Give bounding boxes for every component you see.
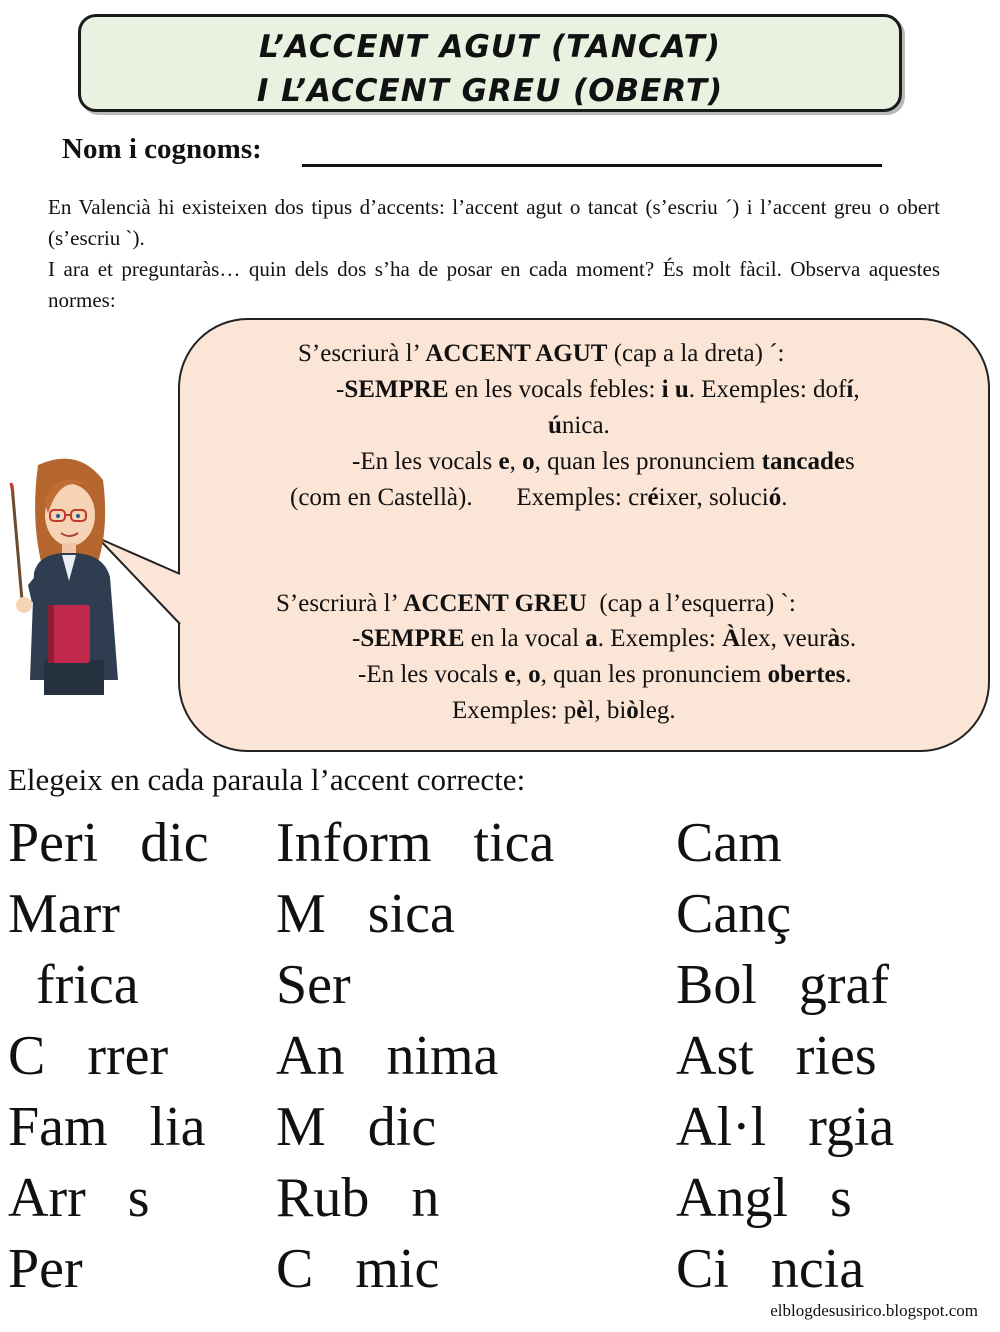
agut-rule-2 bbox=[352, 448, 855, 476]
agut-heading bbox=[298, 340, 784, 368]
greu-examples-end: leg. bbox=[638, 697, 676, 724]
word-item[interactable]: Canç bbox=[676, 883, 792, 945]
word-item[interactable]: Ser bbox=[276, 954, 351, 1016]
agut-rule-1: -SEMPRE en les vocals febles: i u. Exemples: dofí, bbox=[336, 376, 860, 403]
word-item[interactable]: M dic bbox=[276, 1096, 437, 1158]
greu-rule-2-bold: obertes bbox=[767, 661, 846, 688]
agut-rule-2-accent-o: ó bbox=[768, 484, 782, 511]
word-item[interactable]: Inform tica bbox=[276, 812, 555, 874]
greu-examples-pre: Exemples: p bbox=[452, 697, 577, 724]
agut-rule-2-sep: , bbox=[509, 448, 523, 475]
word-item[interactable]: Fam lia bbox=[8, 1096, 206, 1158]
greu-rule-2-vowel-e: e bbox=[504, 661, 516, 688]
greu-rule-2 bbox=[358, 661, 852, 689]
name-input-line[interactable] bbox=[302, 164, 882, 167]
word-item[interactable]: Cam bbox=[676, 812, 782, 874]
agut-rule-1-accent: í bbox=[846, 376, 854, 403]
greu-examples-accent-e: è bbox=[576, 697, 588, 724]
greu-rule-1-text: en la vocal bbox=[464, 625, 586, 652]
exercise-instruction: Elegeix en cada paraula l’accent correcte: bbox=[8, 762, 526, 797]
word-item[interactable]: M sica bbox=[276, 883, 455, 945]
word-item[interactable]: Al·l rgia bbox=[676, 1096, 895, 1158]
agut-rule-2-vowel-e: e bbox=[498, 448, 510, 475]
word-item[interactable]: frica bbox=[8, 954, 139, 1016]
greu-rule-1-bold: SEMPRE bbox=[360, 625, 465, 652]
greu-heading-bold: ACCENT GREU bbox=[403, 590, 587, 617]
word-item[interactable]: C mic bbox=[276, 1238, 440, 1300]
agut-rule-1-examples: . Exemples: dof bbox=[688, 376, 847, 403]
teacher-illustration bbox=[8, 455, 120, 695]
title-box bbox=[78, 14, 902, 112]
word-item[interactable]: Marr bbox=[8, 883, 120, 945]
greu-rule-1-rest-1: lex, veur bbox=[740, 625, 828, 652]
agut-rule-2-line-2-end: . bbox=[781, 484, 788, 511]
greu-rule-2-vowel-o: o bbox=[528, 661, 541, 688]
title-line-1: L’ACCENT AGUT (TANCAT) bbox=[259, 29, 721, 65]
agut-rule-2-accent-e: é bbox=[647, 484, 659, 511]
agut-heading-post: (cap a la dreta) ´: bbox=[607, 340, 785, 367]
greu-examples-accent-o: ò bbox=[626, 697, 639, 724]
agut-rule-2-line-2 bbox=[290, 484, 787, 512]
agut-rule-2-bold: tancade bbox=[761, 448, 845, 475]
greu-heading-pre: S’escriurà l’ bbox=[276, 590, 404, 617]
title-line-2: I L’ACCENT GREU (OBERT) bbox=[256, 73, 724, 109]
agut-rule-2-line-2-mid: ixer, soluci bbox=[658, 484, 769, 511]
agut-rule-2-vowel-o: o bbox=[522, 448, 535, 475]
greu-heading bbox=[276, 590, 796, 618]
agut-rule-2-end: s bbox=[844, 448, 855, 475]
word-item[interactable]: An nima bbox=[276, 1025, 499, 1087]
greu-examples bbox=[452, 697, 676, 725]
agut-heading-bold: ACCENT AGUT bbox=[425, 340, 608, 367]
greu-rule-1-accent-1: À bbox=[722, 625, 741, 652]
word-item[interactable]: Ci ncia bbox=[676, 1238, 865, 1300]
greu-rule-1-examples: . Exemples: bbox=[597, 625, 723, 652]
word-item[interactable]: Ast ries bbox=[676, 1025, 877, 1087]
word-item[interactable]: C rrer bbox=[8, 1025, 169, 1087]
agut-rule-1-line-2 bbox=[548, 412, 610, 440]
agut-rule-1-accent-2: ú bbox=[548, 412, 562, 439]
agut-rule-1-text: en les vocals febles: bbox=[448, 376, 662, 403]
intro-text bbox=[48, 192, 940, 316]
word-item[interactable]: Bol graf bbox=[676, 954, 890, 1016]
agut-heading-pre: S’escriurà l’ bbox=[298, 340, 426, 367]
name-label: Nom i cognoms: bbox=[62, 133, 262, 165]
footer-source: elblogdesusirico.blogspot.com bbox=[770, 1301, 978, 1320]
agut-rule-1-end: , bbox=[853, 376, 860, 403]
greu-heading-post: (cap a l’esquerra) `: bbox=[586, 590, 796, 617]
word-item[interactable]: Peri dic bbox=[8, 812, 209, 874]
greu-rule-1: -SEMPRE en la vocal a. Exemples: Àlex, veuràs. bbox=[352, 625, 857, 652]
word-item[interactable]: Per bbox=[8, 1238, 83, 1300]
greu-rule-1-rest-2: s. bbox=[840, 625, 857, 652]
intro-paragraph-2: I ara et preguntaràs… quin dels dos s’ha de posar en cada moment? És molt fàcil. Observa aquestes normes: bbox=[48, 257, 940, 312]
word-item[interactable]: Angl s bbox=[676, 1167, 852, 1229]
agut-rule-1-bold: SEMPRE bbox=[344, 376, 449, 403]
intro-paragraph-1: En Valencià hi existeixen dos tipus d’accents: l’accent agut o tancat (s’escriu ´) i l’accent greu o obert (s’escriu `). bbox=[48, 195, 940, 250]
greu-rule-2-text: -En les vocals bbox=[358, 661, 505, 688]
greu-examples-mid: l, bi bbox=[587, 697, 627, 724]
agut-rule-2-line-2-pre: (com en Castellà). Exemples: cr bbox=[290, 484, 648, 511]
word-item[interactable]: Rub n bbox=[276, 1167, 440, 1229]
agut-rule-2-mid: , quan les pronunciem bbox=[534, 448, 762, 475]
agut-rule-1-vowels: i u bbox=[661, 376, 689, 403]
greu-rule-2-end: . bbox=[845, 661, 852, 688]
agut-rule-1-rest-2: nica. bbox=[561, 412, 610, 439]
greu-rule-1-vowel: a bbox=[585, 625, 598, 652]
word-item[interactable]: Arr s bbox=[8, 1167, 150, 1229]
greu-rule-2-mid: , quan les pronunciem bbox=[540, 661, 768, 688]
agut-rule-2-text: -En les vocals bbox=[352, 448, 499, 475]
greu-rule-2-sep: , bbox=[515, 661, 529, 688]
greu-rule-1-accent-2: à bbox=[827, 625, 841, 652]
